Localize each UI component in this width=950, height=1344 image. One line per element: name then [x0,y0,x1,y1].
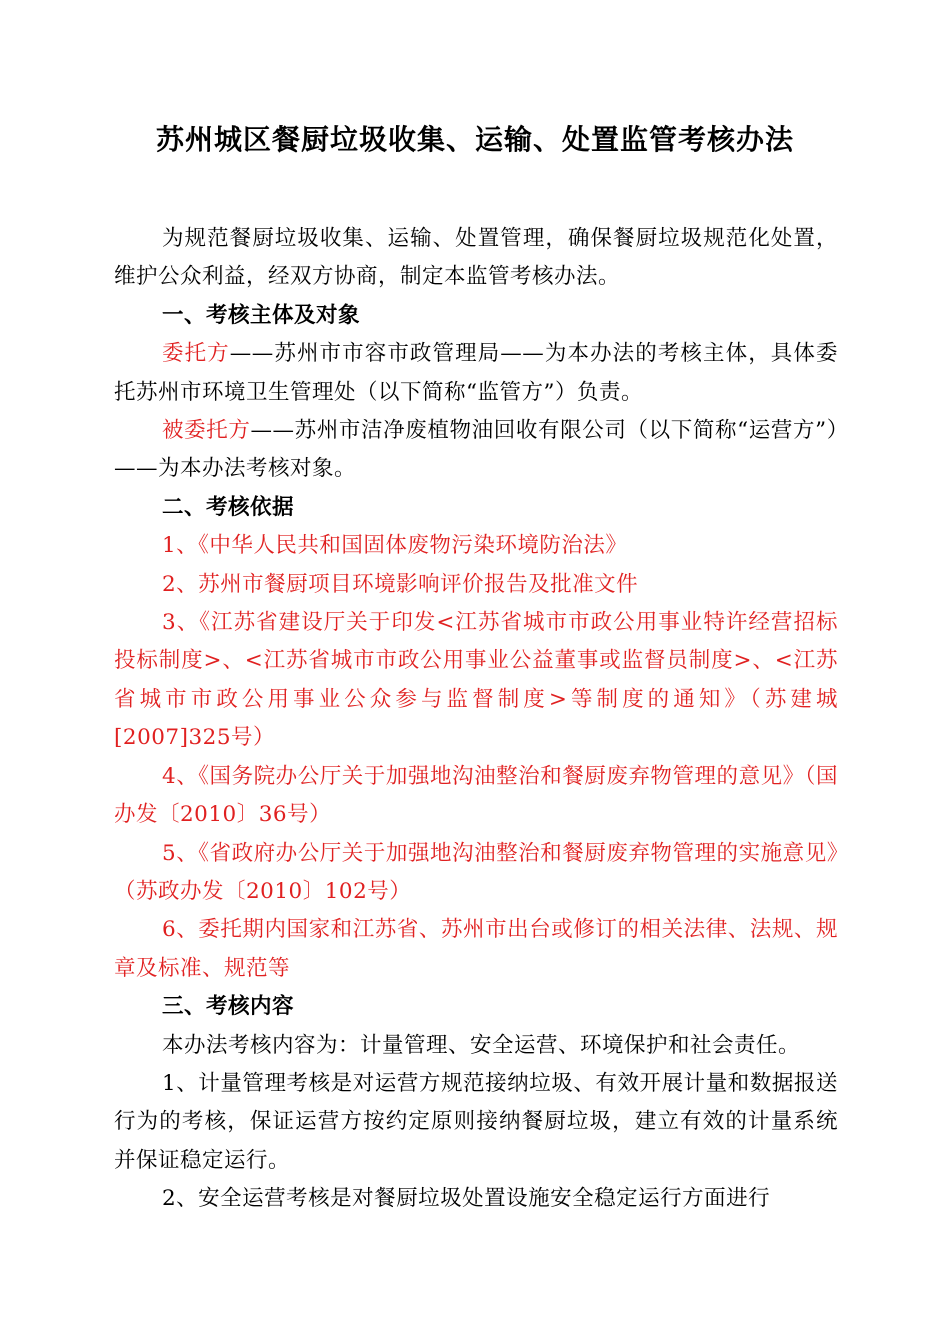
section-heading-3: 三、考核内容 [162,994,295,1020]
basis-item: 6、委托期内国家和江苏省、苏州市出台或修订的相关法律、法规、规章及标准、规范等 [114,917,838,981]
entrusting-party-text: ——苏州市市容市政管理局——为本办法的考核主体，具体委托苏州市环境卫生管理处（以下简称“监管方”）负责。 [114,341,838,405]
basis-item: 1、《中华人民共和国固体废物污染环境防治法》 [162,533,628,559]
entrusted-party-label: 被委托方 [162,418,251,444]
entrusting-party-label: 委托方 [162,341,230,367]
basis-item: 5、《省政府办公厅关于加强地沟油整治和餐厨废弃物管理的实施意见》（苏政办发〔2010〕102号） [114,840,838,904]
content-item: 2、安全运营考核是对餐厨垃圾处置设施安全稳定运行方面进行 [162,1186,771,1212]
entrusted-party-paragraph [114,412,838,489]
document-title: 苏州城区餐厨垃圾收集、运输、处置监管考核办法 [155,123,794,156]
intro-paragraph: 为规范餐厨垃圾收集、运输、处置管理，确保餐厨垃圾规范化处置，维护公众利益，经双方协商，制定本监管考核办法。 [114,226,838,290]
entrusting-party-paragraph [114,335,838,412]
content-intro-paragraph: 本办法考核内容为：计量管理、安全运营、环境保护和社会责任。 [162,1032,801,1058]
basis-item: 2、苏州市餐厨项目环境影响评价报告及批准文件 [162,571,639,597]
content-item: 1、计量管理考核是对运营方规范接纳垃圾、有效开展计量和数据报送行为的考核，保证运营方按约定原则接纳餐厨垃圾，建立有效的计量系统并保证稳定运行。 [114,1070,838,1173]
section-heading-1: 一、考核主体及对象 [162,302,361,328]
document-body [114,220,838,1219]
basis-item: 4、《国务院办公厅关于加强地沟油整治和餐厨废弃物管理的意见》（国办发〔2010〕36号） [114,763,838,828]
entrusted-party-text: ——苏州市洁净废植物油回收有限公司（以下简称“运营方”）——为本办法考核对象。 [114,418,838,482]
section-heading-2: 二、考核依据 [162,494,295,520]
basis-item: 3、《江苏省建设厅关于印发<江苏省城市市政公用事业特许经营招标投标制度>、<江苏省城市市政公用事业公益董事或监督员制度>、<江苏省城市市政公用事业公众参与监督制度>等制度的通知》（苏建城[2007]325号） [114,610,838,751]
